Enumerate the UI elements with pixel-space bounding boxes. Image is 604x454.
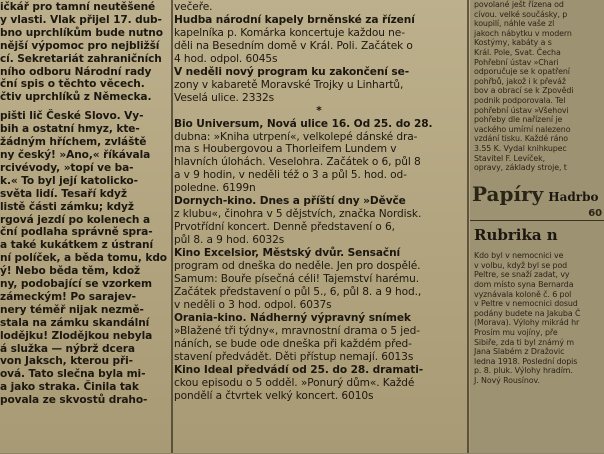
listing-line: 4 hod. odpol. 6045s bbox=[174, 52, 278, 65]
listing-line: a v 9 hodin, v neděli též o 3 a půl 5. hod. od- bbox=[174, 169, 407, 182]
article-line: pišti lič České Slovo. Vy- bbox=[0, 110, 144, 123]
column-divider bbox=[467, 0, 469, 453]
article-line: lodějku! Zlodějkou nebyla bbox=[0, 329, 153, 342]
ad-line: pohřeby dle nařízení je bbox=[474, 115, 563, 125]
article-line: zámeckým! Po sarajev- bbox=[0, 290, 136, 303]
article-line: von Jaksch, kterou při- bbox=[0, 355, 133, 368]
article-line: rgová jezdí po kolenech a bbox=[0, 213, 151, 226]
ad-line: bov a obrací se k Zpovědi bbox=[474, 86, 574, 96]
notice-line: dom místo syna Bernarda bbox=[474, 280, 574, 290]
listing-line: děli na Besedním domě v Král. Poli. Začátek o bbox=[174, 39, 413, 52]
article-line: ny, podobající se vzorkem bbox=[0, 278, 152, 291]
section-heading bbox=[470, 223, 604, 247]
listing-line: pondělí a čtvrtek velký koncert. 6010s bbox=[174, 389, 374, 402]
notice-line: (Morava). Výlohy mikrád hr bbox=[474, 318, 580, 328]
ad-line: 3.55 K. Vydal knihkupec bbox=[474, 143, 567, 153]
article-line: á služka — nýbrž dcera bbox=[0, 342, 135, 355]
ad-line: cívou. velké součásky, p bbox=[474, 9, 568, 19]
listing-line: náních, se bude ode dneška při každém před- bbox=[174, 337, 412, 350]
ad-line: povolané ješt řízena od bbox=[474, 0, 564, 9]
listing-line: poledne. 6199n bbox=[174, 182, 256, 195]
listing-line: v neděli o 3 hod. odpol. 6037s bbox=[174, 298, 332, 311]
section-title: Rubrika n bbox=[474, 226, 558, 245]
notice-line: p. 8. pluk. Výlohy hradím. bbox=[474, 366, 573, 376]
listing-line: Hudba národní kapely brněnské za řízení bbox=[174, 13, 415, 26]
notice-line: Prosím mu vojíny, pře bbox=[474, 328, 558, 338]
listing-line: »Blažené tři týdny«, mravnostní drama o 5 jed- bbox=[174, 324, 420, 337]
notice-line: Peltre, se snaží zadat, vy bbox=[474, 270, 570, 280]
listing-line: večeře. bbox=[174, 1, 213, 13]
article-line: a také kukátkem z ústraní bbox=[0, 239, 154, 252]
article-line: y vlasti. Vlak přijel 17. dub- bbox=[0, 13, 162, 26]
listing-line: Veselá ulice. 2332s bbox=[174, 91, 275, 104]
listing-line: kapelníka p. Komárka koncertuje každou ne- bbox=[174, 26, 405, 39]
listing-line: z klubu«, činohra v 5 dějstvích, značka Nordisk. bbox=[174, 208, 422, 221]
ad-line: koupilí, náhle vaše zl bbox=[474, 19, 555, 29]
article-line: rcivévody, »topí ve ba- bbox=[0, 161, 134, 174]
ad-line: Kostýmy, kabáty a s bbox=[474, 38, 552, 48]
ad-line: pohřební ústav »Všehovi bbox=[474, 105, 569, 115]
paper-advert bbox=[470, 181, 604, 219]
ad-line: vackého umírní nalezeno bbox=[474, 124, 571, 134]
listing-line: ckou episodu o 5 odděl. »Ponurý dům«. Každé bbox=[174, 376, 415, 389]
notice-line: v Peltre v nemocnici dosud bbox=[474, 299, 578, 309]
listing-line: Kino Excelsior, Městský dvůr. Sensační bbox=[174, 247, 401, 260]
listings-text bbox=[174, 1, 464, 403]
notice-line: Sibiře, zda ti byl známý m bbox=[474, 337, 574, 347]
listing-line: * bbox=[316, 104, 322, 117]
listing-line: Samum: Bouře písečná céli! Tajemství harému. bbox=[174, 273, 420, 286]
article-line: ý! Nebo běda těm, kdož bbox=[0, 265, 141, 278]
ad-line: opravy, základy stroje, t bbox=[474, 163, 567, 173]
article-line: světa lidí. Tesaří když bbox=[0, 187, 127, 200]
listing-line: Začátek představení o půl 5., 6, půl 8. a 9 hod., bbox=[174, 285, 422, 298]
notice-line: v volbu, když byl se pod bbox=[474, 260, 568, 270]
listing-line: V neděli nový program ku zakončení se- bbox=[174, 65, 410, 78]
article-line: povala ze skvostů draho- bbox=[0, 394, 148, 407]
article-line: ová. Tato slečna byla mi- bbox=[0, 368, 146, 381]
ad-line: Král. Pole, Svat. Čecha bbox=[474, 47, 561, 57]
ad-line: vzdání tisku. Každé ráno bbox=[474, 134, 568, 144]
advert-title: Papíry bbox=[472, 181, 544, 206]
listing-line: program od dneška do neděle. Jen pro dospělé. bbox=[174, 260, 421, 273]
listing-line: hlavních úlohách. Veselohra. Začátek o 6, půl 8 bbox=[174, 156, 421, 169]
article-line: nější výpomoc pro nejbližší bbox=[0, 39, 160, 52]
article-line: ny český! »Ano,« říkávala bbox=[0, 148, 151, 161]
ad-line: Stavitel F. Levíček, bbox=[474, 153, 545, 163]
article-line: žádným hříchem, zvláště bbox=[0, 136, 147, 149]
listing-line: Prvotřídní koncert. Denně představení o 6, bbox=[174, 221, 395, 234]
article-line: ní políček, a běda tomu, kdo bbox=[0, 252, 167, 265]
ad-line: odporučuje se k opatření bbox=[474, 67, 570, 77]
article-line: ční podlaha správně spra- bbox=[0, 226, 153, 239]
classified-ads-column bbox=[470, 0, 604, 453]
advert-subtitle: Hadrbo bbox=[548, 189, 599, 204]
article-line: ční spis o těchto věcech. bbox=[0, 78, 145, 91]
notice-line: podány budete na Jakuba Č bbox=[474, 308, 581, 318]
entertainment-listings-column bbox=[174, 0, 464, 454]
listing-line: zony v kabaretě Moravské Trojky u Linhartů, bbox=[174, 78, 404, 91]
ad-line: jakoch nábytku v modern bbox=[474, 28, 572, 38]
advert-number: 60 bbox=[588, 207, 602, 219]
article-line: nery téměř nijak nezmě- bbox=[0, 303, 144, 316]
article-line: listě části zámku; když bbox=[0, 200, 134, 213]
listing-line: stavení předvádět. Děti přístup nemají. 6013s bbox=[174, 350, 414, 363]
article-line: bno uprchlíkům bude nutno bbox=[0, 26, 163, 39]
listing-line: Orania-kino. Nádherný výpravný snímek bbox=[174, 311, 411, 324]
article-line: stala na zámku skandální bbox=[0, 316, 150, 329]
listing-line: Bio Universum, Nová ulice 16. Od 25. do 28. bbox=[174, 117, 433, 130]
notice-line: Kdo byl v nemocnici ve bbox=[474, 251, 564, 261]
ad-line: podnik podporovala. Tel bbox=[474, 95, 566, 105]
notice-line: ledna 1918. Poslední dopis bbox=[474, 356, 578, 366]
section-rule bbox=[470, 220, 604, 221]
notices-text bbox=[470, 251, 604, 385]
ad-line: pohřbů, jakož i k převáž bbox=[474, 76, 566, 86]
left-article-column bbox=[0, 0, 170, 454]
article-line: bih a ostatní hmyz, kte- bbox=[0, 123, 140, 136]
listing-line: Dornych-kino. Dnes a příští dny »Děvče bbox=[174, 195, 406, 208]
article-line: ičkář pro tamní neutěšené bbox=[0, 1, 156, 13]
article-line: k.« To byl její katolicko- bbox=[0, 174, 138, 187]
article-line: a jako straka. Činila tak bbox=[0, 381, 139, 394]
left-article-text bbox=[0, 1, 170, 407]
article-line: cí. Sekretariát zahraničních bbox=[0, 52, 162, 65]
notice-line: vyznávala koloně č. 6 pol bbox=[474, 289, 572, 299]
article-line: ního odboru Národní rady bbox=[0, 65, 152, 78]
listing-line: ma s Houbergovou a Thorleifem Lundem v bbox=[174, 143, 397, 156]
listing-line: Kino Ideal předvádí od 25. do 28. dramati- bbox=[174, 363, 424, 376]
listing-line: dubna: »Kniha utrpení«, velkolepé dánské dra- bbox=[174, 130, 418, 143]
notice-line: J. Nový Rousínov. bbox=[474, 376, 540, 385]
column-divider bbox=[171, 0, 173, 453]
article-line: čtiv uprchlíků z Německa. bbox=[0, 91, 152, 104]
listing-line: půl 8. a 9 hod. 6032s bbox=[174, 234, 285, 247]
notice-line: Jana Slabém z Dražovic bbox=[474, 347, 565, 357]
ad-line: Pohřební ústav »Chari bbox=[474, 57, 559, 67]
classified-ads-text bbox=[470, 0, 604, 173]
